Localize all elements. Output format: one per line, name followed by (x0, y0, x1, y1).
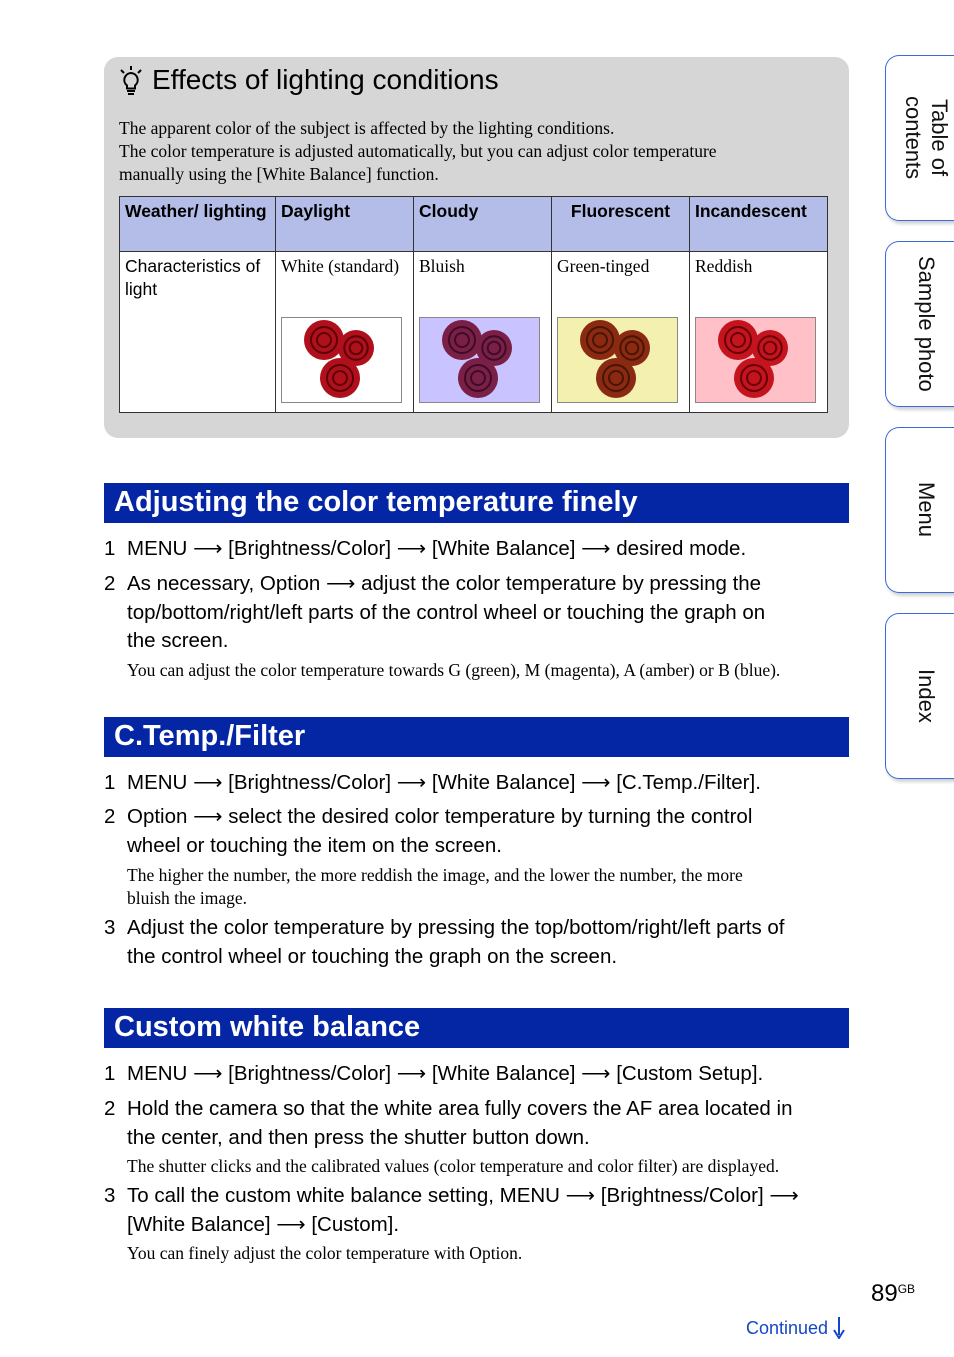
table-row (120, 252, 828, 413)
step-text: MENU ⟶ [Brightness/Color] ⟶ [White Balance] ⟶ [Custom Setup]. (127, 1059, 763, 1088)
tab-table-of-contents[interactable] (885, 55, 954, 221)
table-cell (414, 252, 552, 413)
rose-image (558, 318, 677, 402)
step-text: the center, and then press the shutter button down. (127, 1126, 590, 1149)
table-header: Daylight (276, 197, 414, 252)
tab-sample-photo[interactable] (885, 241, 954, 407)
step-text: top/bottom/right/left parts of the control wheel or touching the graph on (127, 601, 766, 624)
tab-index[interactable] (885, 613, 954, 779)
arrow-right-icon: ⟶ (193, 805, 223, 828)
step-text: Option ⟶ select the desired color temperature by turning the control (127, 802, 752, 831)
table-header: Cloudy (414, 197, 552, 252)
step-text: MENU ⟶ [Brightness/Color] ⟶ [White Balance] ⟶ desired mode. (127, 534, 746, 563)
note: The shutter clicks and the calibrated values (color temperature and color filter) are displayed. (127, 1156, 780, 1176)
step-text: the screen. (127, 629, 229, 652)
rose-photo-fluorescent (557, 317, 678, 403)
arrow-right-icon: ⟶ (396, 771, 427, 794)
page-number-value: 89 (871, 1280, 898, 1307)
arrow-down-icon (833, 1317, 845, 1339)
tab-label: Table of contents (901, 96, 952, 180)
rose-image (696, 318, 815, 402)
tip-line: The color temperature is adjusted automatically, but you can adjust color temperature (119, 141, 717, 161)
section-heading: C.Temp./Filter (104, 717, 849, 757)
rose-photo-incandescent (695, 317, 816, 403)
note: The higher the number, the more reddish the image, and the lower the number, the more (127, 865, 743, 885)
cell-text: White (standard) (281, 256, 400, 276)
note: bluish the image. (127, 888, 248, 908)
table-cell (276, 252, 414, 413)
note: You can adjust the color temperature towards G (green), M (magenta), A (amber) or B (blue). (127, 660, 781, 680)
step-number: 2 (104, 805, 116, 828)
continued-label: Continued (746, 1318, 829, 1338)
step-text: the control wheel or touching the graph on the screen. (127, 945, 618, 968)
tip-title-text: Effects of lighting conditions (152, 64, 499, 95)
arrow-right-icon: ⟶ (326, 572, 356, 595)
step-text: MENU ⟶ [Brightness/Color] ⟶ [White Balance] ⟶ [C.Temp./Filter]. (127, 768, 761, 797)
arrow-right-icon: ⟶ (769, 1184, 799, 1207)
arrow-right-icon: ⟶ (581, 1062, 611, 1085)
page-number (871, 1280, 915, 1308)
step-number: 1 (104, 771, 116, 794)
rose-photo-daylight (281, 317, 402, 403)
step-number: 1 (104, 1062, 116, 1085)
table-cell (690, 252, 828, 413)
arrow-right-icon: ⟶ (581, 771, 611, 794)
cell-text: Bluish (419, 256, 465, 276)
tip-box (104, 57, 849, 438)
rose-image (420, 318, 539, 402)
arrow-right-icon: ⟶ (396, 1062, 427, 1085)
table-header: Incandescent (690, 197, 828, 252)
lightbulb-icon (118, 65, 144, 95)
arrow-right-icon: ⟶ (193, 771, 223, 794)
rose-image (282, 318, 401, 402)
table-header-row (120, 197, 828, 252)
arrow-right-icon: ⟶ (565, 1184, 596, 1207)
tab-menu[interactable] (885, 427, 954, 593)
tab-label: Index (914, 669, 939, 723)
cell-text: Green-tinged (557, 256, 650, 276)
step-text: As necessary, Option ⟶ adjust the color temperature by pressing the (127, 569, 761, 598)
step-number: 3 (104, 916, 116, 939)
note: You can finely adjust the color temperature with Option. (127, 1243, 523, 1263)
row-label: Characteristics of light (120, 252, 276, 413)
step-number: 2 (104, 1097, 116, 1120)
tip-line: manually using the [White Balance] function. (119, 164, 439, 184)
step-text: [White Balance] ⟶ [Custom]. (127, 1210, 399, 1239)
table-cell (552, 252, 690, 413)
step-text: wheel or touching the item on the screen. (127, 834, 502, 857)
step-number: 1 (104, 537, 116, 560)
tip-title (118, 64, 499, 96)
arrow-right-icon: ⟶ (193, 1062, 223, 1085)
step-text: To call the custom white balance setting, MENU ⟶ [Brightness/Color] ⟶ (127, 1181, 799, 1210)
section-heading: Custom white balance (104, 1008, 849, 1048)
step-text: Adjust the color temperature by pressing the top/bottom/right/left parts of (127, 916, 785, 939)
arrow-right-icon: ⟶ (193, 537, 223, 560)
lighting-table (119, 196, 828, 413)
arrow-right-icon: ⟶ (396, 537, 427, 560)
arrow-right-icon: ⟶ (276, 1213, 306, 1236)
continued-link[interactable] (746, 1317, 845, 1339)
step-number: 3 (104, 1184, 116, 1207)
tab-label: Menu (914, 482, 939, 538)
step-number: 2 (104, 572, 116, 595)
tip-paragraph (119, 117, 834, 186)
arrow-right-icon: ⟶ (581, 537, 611, 560)
tab-label: Sample photo (914, 256, 939, 392)
table-header: Fluorescent (552, 197, 690, 252)
cell-text: Reddish (695, 256, 753, 276)
step-text: Hold the camera so that the white area fully covers the AF area located in (127, 1097, 793, 1120)
section-heading: Adjusting the color temperature finely (104, 483, 849, 523)
rose-photo-cloudy (419, 317, 540, 403)
page-suffix: GB (897, 1282, 916, 1296)
table-header: Weather/ lighting (120, 197, 276, 252)
tip-line: The apparent color of the subject is affected by the lighting conditions. (119, 118, 615, 138)
